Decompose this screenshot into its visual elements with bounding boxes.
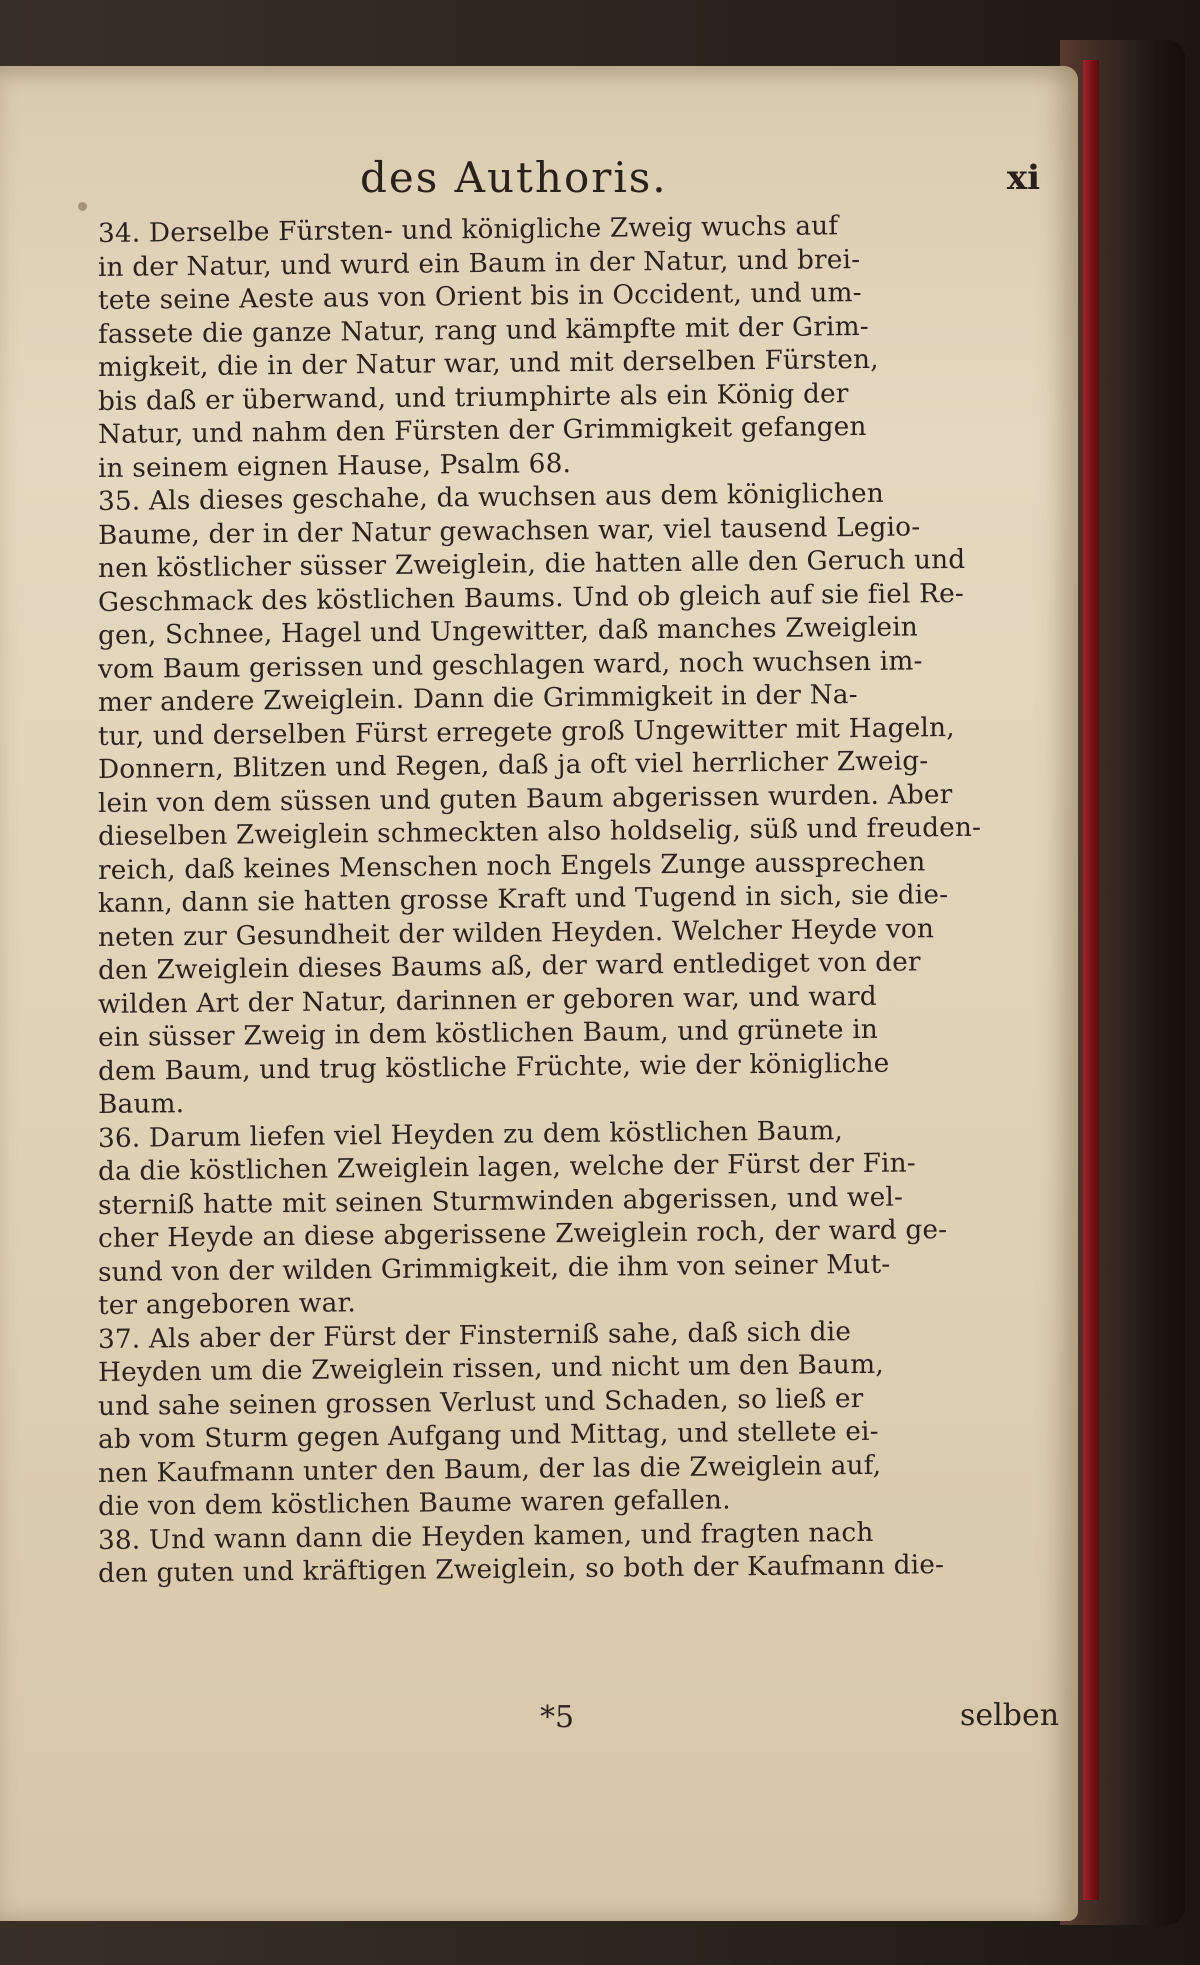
signature-mark: *5 xyxy=(540,1700,575,1735)
text-line: dieselben Zweiglein schmeckten also holdselig, süß und freuden- xyxy=(97,812,982,852)
text-line: und sahe seinen grossen Verlust und Schaden, so ließ er xyxy=(97,1383,864,1422)
text-line: sterniß hatte mit seinen Sturmwinden abgerissen, und wel- xyxy=(97,1182,904,1221)
catchword: selben xyxy=(960,1698,1060,1733)
text-line: da die köstlichen Zweiglein lagen, welche der Fürst der Fin- xyxy=(97,1148,917,1187)
text-line: in der Natur, und wurd ein Baum in der Natur, und brei- xyxy=(97,244,861,283)
text-line: kann, dann sie hatten grosse Kraft und Tugend in sich, sie die- xyxy=(97,880,949,919)
text-line: gen, Schnee, Hagel und Ungewitter, daß manches Zweiglein xyxy=(97,612,919,651)
text-line: den Zweiglein dieses Baums aß, der ward entlediget von der xyxy=(97,947,921,986)
text-line: in seinem eignen Hause, Psalm 68. xyxy=(97,448,572,484)
text-line: lein von dem süssen und guten Baum abgerissen wurden. Aber xyxy=(97,779,953,819)
text-line: ab vom Sturm gegen Aufgang und Mittag, und stellete ei- xyxy=(97,1416,879,1455)
page-number: xi xyxy=(1006,158,1040,198)
text-line: 37. Als aber der Fürst der Finsterniß sahe, daß sich die xyxy=(97,1316,852,1355)
text-line: Geschmack des köstlichen Baums. Und ob gleich auf sie fiel Re- xyxy=(97,578,965,618)
text-line: Donnern, Blitzen und Regen, daß ja oft viel herrlicher Zweig- xyxy=(97,746,929,785)
text-line: vom Baum gerissen und geschlagen ward, noch wuchsen im- xyxy=(97,645,923,685)
text-line: 36. Darum liefen viel Heyden zu dem köstlichen Baum, xyxy=(97,1115,844,1154)
text-line: Natur, und nahm den Fürsten der Grimmigkeit gefangen xyxy=(97,411,867,450)
text-line: Baum. xyxy=(97,1089,185,1120)
text-line: Heyden um die Zweiglein rissen, und nicht um den Baum, xyxy=(97,1349,884,1388)
text-line: reich, daß keines Menschen noch Engels Zunge aussprechen xyxy=(97,846,926,886)
text-line: bis daß er überwand, und triumphirte als ein König der xyxy=(97,378,849,417)
text-line: 35. Als dieses geschahe, da wuchsen aus dem königlichen xyxy=(97,478,885,517)
text-line: neten zur Gesundheit der wilden Heyden. Welcher Heyde von xyxy=(97,913,935,953)
text-line: ein süsser Zweig in dem köstlichen Baum, und grünete in xyxy=(97,1014,879,1053)
text-line: tete seine Aeste aus von Orient bis in Occident, und um- xyxy=(97,278,862,316)
text-line: mer andere Zweiglein. Dann die Grimmigkeit in der Na- xyxy=(97,680,858,718)
text-line: fassete die ganze Natur, rang und kämpfte mit der Grim- xyxy=(97,311,869,350)
text-line: dem Baum, und trug köstliche Früchte, wie der königliche xyxy=(97,1048,890,1087)
text-line: nen Kaufmann unter den Baum, der las die Zweiglein auf, xyxy=(97,1450,882,1489)
text-line: Baume, der in der Natur gewachsen war, viel tausend Legio- xyxy=(97,511,921,551)
text-line: ter angeboren war. xyxy=(97,1288,357,1321)
text-line: migkeit, die in der Natur war, und mit derselben Fürsten, xyxy=(97,344,879,383)
text-line: die von dem köstlichen Baume waren gefallen. xyxy=(97,1485,731,1522)
text-line: tur, und derselben Fürst erregete groß Ungewitter mit Hageln, xyxy=(97,712,955,752)
book-cover-edge xyxy=(1060,40,1185,1925)
text-line: 34. Derselbe Fürsten- und königliche Zweig wuchs auf xyxy=(97,211,839,249)
text-line: 38. Und wann dann die Heyden kamen, und fragten nach xyxy=(97,1517,874,1556)
paper-stain xyxy=(78,202,87,211)
body-text xyxy=(97,211,1020,1592)
text-line: wilden Art der Natur, darinnen er geboren war, und ward xyxy=(97,981,877,1020)
page-header xyxy=(360,150,1040,206)
red-page-edges xyxy=(1083,60,1099,1900)
text-line: sund von der wilden Grimmigkeit, die ihm von seiner Mut- xyxy=(97,1249,891,1288)
text-line: nen köstlicher süsser Zweiglein, die hatten alle den Geruch und xyxy=(97,544,966,584)
text-line: cher Heyde an diese abgerissene Zweiglein roch, der ward ge- xyxy=(97,1215,948,1254)
running-head: des Authoris. xyxy=(360,153,668,202)
text-line: den guten und kräftigen Zweiglein, so both der Kaufmann die- xyxy=(97,1550,945,1589)
